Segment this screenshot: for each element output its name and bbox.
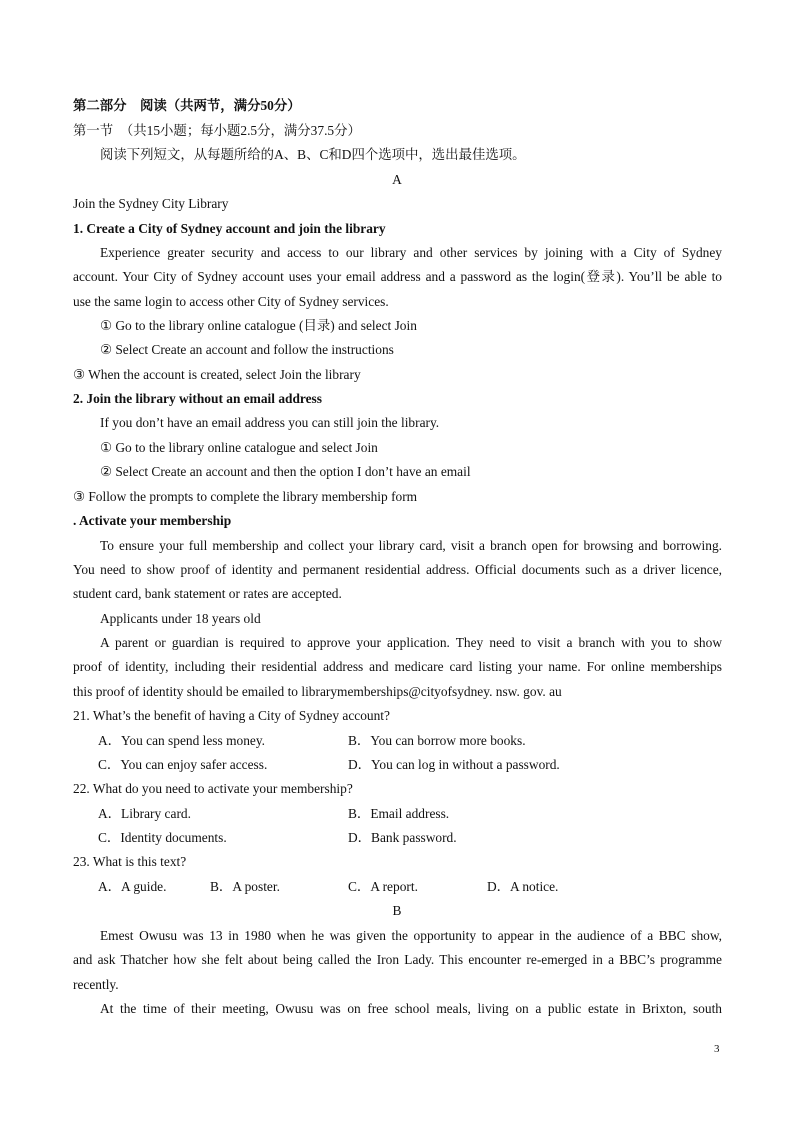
option-a[interactable]: A．A guide. [98, 879, 167, 894]
paragraph-line: You need to show proof of identity and permanent residential address. Official documents such as a driver licence, [73, 562, 722, 577]
paragraph-line: Applicants under 18 years old [100, 611, 261, 626]
passage-b-label: B [392, 903, 402, 918]
passage-a-label: A [392, 172, 402, 187]
option-b[interactable]: B．Email address. [348, 806, 450, 821]
paragraph-line: use the same login to access other City of Sydney services. [73, 294, 389, 309]
step-item: ① Go to the library online catalogue (目录) and select Join [100, 318, 417, 333]
paragraph-line: Emest Owusu was 13 in 1980 when he was given the opportunity to appear in the audience of a BBC show, [100, 928, 722, 943]
question-stem: 21. What’s the benefit of having a City of Sydney account? [73, 708, 390, 723]
question-stem: 22. What do you need to activate your membership? [73, 781, 353, 796]
step-item: ① Go to the library online catalogue and select Join [100, 440, 378, 455]
option-c[interactable]: C．You can enjoy safer access. [98, 757, 268, 772]
option-b[interactable]: B．You can borrow more books. [348, 733, 526, 748]
paragraph-line: account. Your City of Sydney account uses your email address and a password as the login(登录). You’ll be able to [73, 269, 723, 284]
step-item: ② Select Create an account and follow the instructions [100, 342, 394, 357]
paragraph-line: If you don’t have an email address you can still join the library. [100, 415, 440, 430]
section-title: 第一节 （共15小题；每小题2.5分，满分37.5分） [73, 123, 361, 138]
heading-activate: . Activate your membership [73, 513, 232, 528]
paragraph-line: and ask Thatcher how she felt about being called the Iron Lady. This encounter re-emerged in a BBC’s programme [73, 952, 722, 967]
paragraph-line: To ensure your full membership and collect your library card, visit a branch open for browsing and borrowing. [100, 538, 722, 553]
part-title: 第二部分 阅读（共两节，满分50分） [73, 98, 301, 113]
option-c[interactable]: C．A report. [348, 879, 418, 894]
option-d[interactable]: D．You can log in without a password. [348, 757, 560, 772]
step-item: ③ When the account is created, select Join the library [73, 367, 361, 382]
heading-no-email: 2. Join the library without an email address [73, 391, 322, 406]
heading-create-account: 1. Create a City of Sydney account and join the library [73, 221, 386, 236]
passage-a-title: Join the Sydney City Library [73, 196, 229, 211]
option-a[interactable]: A．You can spend less money. [98, 733, 266, 748]
directions: 阅读下列短文，从每题所给的A、B、C和D四个选项中，选出最佳选项。 [100, 147, 526, 162]
paragraph-line: this proof of identity should be emailed to librarymemberships@cityofsydney. nsw. gov. au [73, 684, 562, 699]
paragraph-line: recently. [73, 977, 119, 992]
paragraph-line: proof of identity, including their residential address and medicare card listing your name. For online memberships [73, 659, 722, 674]
step-item: ③ Follow the prompts to complete the library membership form [73, 489, 418, 504]
paragraph-line: At the time of their meeting, Owusu was on free school meals, living on a public estate in Brixton, south [100, 1001, 722, 1016]
question-stem: 23. What is this text? [73, 854, 187, 869]
option-d[interactable]: D．Bank password. [348, 830, 457, 845]
paragraph-line: student card, bank statement or rates are accepted. [73, 586, 342, 601]
paragraph-line: Experience greater security and access to our library and other services by joining with a City of Sydney [100, 245, 722, 260]
option-d[interactable]: D．A notice. [487, 879, 559, 894]
paragraph-line: A parent or guardian is required to approve your application. They need to visit a branch with you to show [100, 635, 722, 650]
option-b[interactable]: B．A poster. [210, 879, 280, 894]
option-c[interactable]: C．Identity documents. [98, 830, 227, 845]
option-a[interactable]: A．Library card. [98, 806, 191, 821]
step-item: ② Select Create an account and then the option I don’t have an email [100, 464, 471, 479]
page-number: 3 [714, 1043, 720, 1055]
